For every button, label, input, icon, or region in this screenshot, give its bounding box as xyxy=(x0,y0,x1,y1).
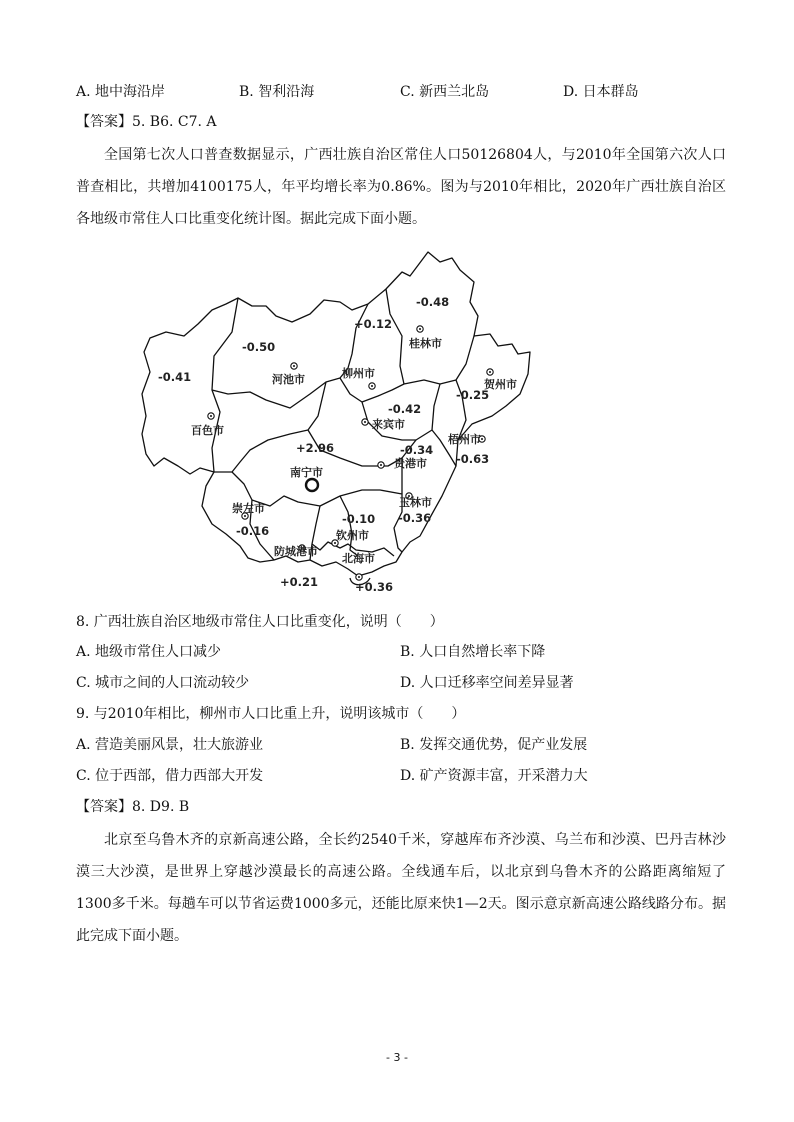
q9-option-d: D. 矿产资源丰富，开采潜力大 xyxy=(400,768,588,784)
q8-option-a: A. 地级市常住人口减少 xyxy=(76,644,222,660)
city-fangchenggang: 防城港市 xyxy=(274,545,318,558)
city-guilin: 桂林市 xyxy=(409,337,442,350)
map-outer-boundary xyxy=(142,252,530,576)
q9-option-a: A. 营造美丽风景，壮大旅游业 xyxy=(76,737,264,753)
page-number: - 3 - xyxy=(386,1051,408,1064)
city-beihai: 北海市 xyxy=(342,552,375,565)
value-baise: -0.41 xyxy=(158,370,192,384)
city-chongzuo: 崇左市 xyxy=(232,502,265,515)
q8-option-d: D. 人口迁移率空间差异显著 xyxy=(400,675,574,691)
guangxi-population-map xyxy=(140,244,540,594)
answer-block-2: 【答案】8. D9. B xyxy=(76,799,190,815)
q7-option-b: B. 智利沿海 xyxy=(239,84,315,100)
q8-option-b: B. 人口自然增长率下降 xyxy=(400,644,546,660)
value-yulin: -0.36 xyxy=(398,511,432,525)
value-chongzuo: -0.16 xyxy=(236,524,270,538)
q7-option-d: D. 日本群岛 xyxy=(563,84,639,100)
city-nanning: 南宁市 xyxy=(290,466,323,479)
city-guigang: 贵港市 xyxy=(394,457,427,470)
value-hezhou: -0.25 xyxy=(456,388,490,402)
value-laibin: -0.42 xyxy=(388,402,422,416)
q8-option-c: C. 城市之间的人口流动较少 xyxy=(76,675,250,691)
q8-stem: 8. 广西壮族自治区地级市常住人口比重变化，说明（ ） xyxy=(76,614,444,630)
nanning-capital-marker xyxy=(306,479,318,491)
q9-stem: 9. 与2010年相比，柳州市人口比重上升，说明该城市（ ） xyxy=(76,706,466,722)
value-qinzhou: -0.10 xyxy=(342,512,376,526)
city-wuzhou: 梧州市 xyxy=(448,433,481,446)
value-guigang: -0.34 xyxy=(400,443,434,457)
city-laibin: 来宾市 xyxy=(372,418,405,431)
intro-paragraph-1: 全国第七次人口普查数据显示，广西壮族自治区常住人口50126804人，与2010年全国第六次人口普查相比，共增加4100175人，年平均增长率为0.86%。图为与2010年相比，2020年广西壮族自治区各地级市常住人口比重变化统计图。据此完成下面小题。 xyxy=(76,147,726,227)
city-hechi: 河池市 xyxy=(272,373,305,386)
intro-paragraph-2: 北京至乌鲁木齐的京新高速公路，全长约2540千米，穿越库布齐沙漠、乌兰布和沙漠、巴丹吉林沙漠三大沙漠，是世界上穿越沙漠最长的高速公路。全线通车后，以北京到乌鲁木齐的公路距离缩短了1300多千米。每趟车可以节省运费1000多元，还能比原来快1—2天。图示意京新高速公路线路分布。据此完成下面小题。 xyxy=(76,832,726,944)
q7-option-c: C. 新西兰北岛 xyxy=(400,84,490,100)
value-liuzhou: +0.12 xyxy=(354,317,393,331)
q7-option-a: A. 地中海沿岸 xyxy=(76,84,166,100)
city-hezhou: 贺州市 xyxy=(484,378,517,391)
q9-option-c: C. 位于西部，借力西部大开发 xyxy=(76,768,264,784)
value-nanning: +2.96 xyxy=(296,441,335,455)
city-qinzhou: 钦州市 xyxy=(336,529,369,542)
city-liuzhou: 柳州市 xyxy=(342,367,375,380)
value-fangchenggang: +0.21 xyxy=(280,575,319,589)
value-guilin: -0.48 xyxy=(416,295,450,309)
answer-block-1: 【答案】5. B6. C7. A xyxy=(76,114,217,130)
value-wuzhou: -0.63 xyxy=(456,452,490,466)
city-yulin: 玉林市 xyxy=(399,496,432,509)
city-baise: 百色市 xyxy=(191,424,224,437)
value-beihai: +0.36 xyxy=(355,580,394,594)
value-hechi: -0.50 xyxy=(242,340,276,354)
q9-option-b: B. 发挥交通优势，促产业发展 xyxy=(400,737,588,753)
